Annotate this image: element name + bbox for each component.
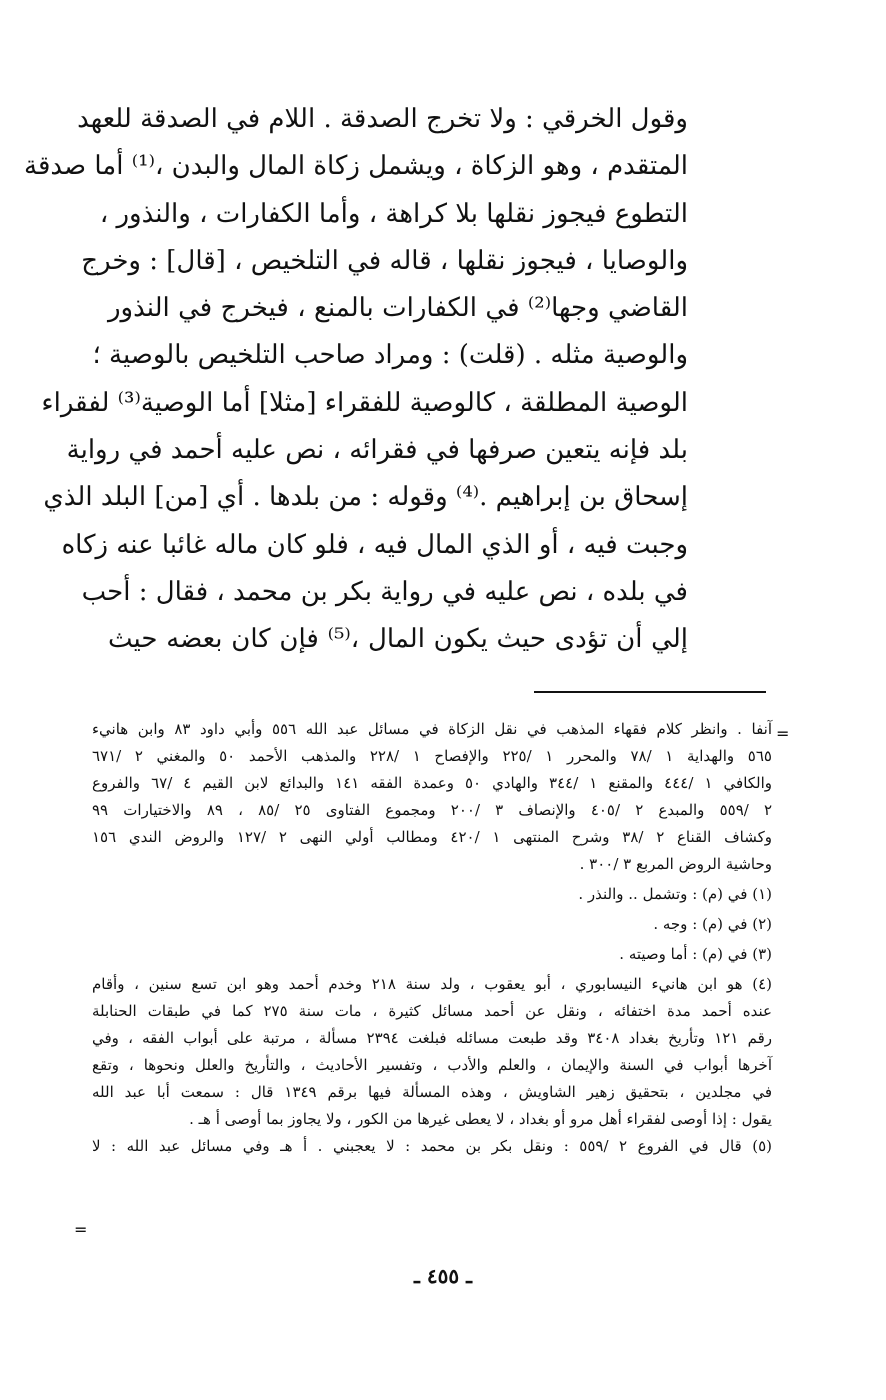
main-text-line: والوصايا ، فيجوز نقلها ، قاله في التلخيص ، [قال] : وخرج bbox=[81, 245, 688, 276]
footnote-4-line: عنده أحمد مدة اختفائه ، ونقل عن أحمد مسائل كثيرة ، مات سنة ٢٧٥ كما في طبقات الحنابلة bbox=[92, 1002, 772, 1020]
footnotes-block bbox=[92, 716, 772, 1160]
footnote-continuation-line: والكافي ١ /٤٤٤ والمقنع ١ /٣٤٤ والهادي ٥٠ وعمدة الفقه ١٤١ والبدائع لابن القيم ٤ /٦٧ والفروع bbox=[92, 774, 773, 792]
main-text-line: التطوع فيجوز نقلها بلا كراهة ، وأما الكفارات ، والنذور ، bbox=[99, 198, 688, 229]
main-text-line: المتقدم ، وهو الزكاة ، ويشمل زكاة المال والبدن ،⁽¹⁾ أما صدقة bbox=[24, 151, 688, 182]
footnote-2: (٢) في (م) : وجه . bbox=[653, 915, 772, 933]
page-number: ـ ٤٥٥ ـ bbox=[414, 1264, 472, 1288]
footnote-4-line: آخرها أبواب في السنة والإيمان ، والعلم والأدب ، وتفسير الأحاديث ، والتأريخ والعلل ونحوها ، وتقع bbox=[92, 1056, 772, 1074]
footnote-continuation-line: آنفا . وانظر كلام فقهاء المذهب في نقل الزكاة في مسائل عبد الله ٥٥٦ وأبي داود ٨٣ وابن هانيء bbox=[92, 720, 772, 738]
continuation-mark-top: = bbox=[776, 724, 790, 743]
footnote-1: (١) في (م) : وتشمل .. والنذر . bbox=[578, 885, 772, 903]
footnote-4-line: يقول : إذا أوصى لفقراء أهل مرو أو بغداد ، لا يعطى غيرها من الكور ، ولا يجاوز بما أوصى أ هـ . bbox=[189, 1110, 772, 1128]
footnote-4-line: في مجلدين ، بتحقيق زهير الشاويش ، وهذه المسألة فيها برقم ١٣٤٩ قال : سمعت أبا عبد الله bbox=[92, 1083, 773, 1101]
main-text-line: وقول الخرقي : ولا تخرج الصدقة . اللام في الصدقة للعهد bbox=[77, 104, 688, 134]
footnote-separator-rule bbox=[534, 691, 766, 693]
continuation-mark-bottom: = bbox=[74, 1220, 88, 1239]
main-text-line: إلي أن تؤدى حيث يكون المال ،⁽⁵⁾ فإن كان بعضه حيث bbox=[108, 624, 689, 655]
main-text-body bbox=[24, 96, 689, 664]
footnote-continuation-line: ٢ /٥٥٩ والمبدع ٢ /٤٠٥ والإنصاف ٣ /٢٠٠ ومجموع الفتاوى ٢٥ /٨٥ ، ٨٩ والاختيارات ٩٩ bbox=[92, 801, 773, 819]
footnote-continuation-line: ٥٦٥ والهداية ١ /٧٨ والمحرر ١ /٢٢٥ والإفصاح ١ /٢٢٨ والمذهب الأحمد ٥٠ والمغني ٢ /٦٧١ bbox=[92, 747, 772, 765]
footnote-5: (٥) قال في الفروع ٢ /٥٥٩ : ونقل بكر بن محمد : لا يعجبني . أ هـ وفي مسائل عبد الله : لا bbox=[92, 1137, 772, 1155]
footnote-continuation-line: وحاشية الروض المربع ٣ /٣٠٠ . bbox=[579, 855, 772, 873]
main-text-line: الوصية المطلقة ، كالوصية للفقراء [مثلا] أما الوصية⁽³⁾ لفقراء bbox=[41, 387, 688, 418]
footnote-4-line: (٤) هو ابن هانيء النيسابوري ، أبو يعقوب ، ولد سنة ٢١٨ وخدم أحمد وهو ابن تسع سنين ، وأقام bbox=[92, 975, 772, 993]
footnote-3: (٣) في (م) : أما وصيته . bbox=[619, 945, 772, 963]
main-text-line: بلد فإنه يتعين صرفها في فقرائه ، نص عليه أحمد في رواية bbox=[66, 435, 688, 466]
main-text-line: وجبت فيه ، أو الذي المال فيه ، فلو كان ماله غائبا عنه زكاه bbox=[61, 529, 688, 560]
footnote-continuation-line: وكشاف القناع ٢ /٣٨ وشرح المنتهى ١ /٤٢٠ ومطالب أولي النهى ٢ /١٢٧ والروض الندي ١٥٦ bbox=[92, 828, 772, 846]
main-text-line: القاضي وجها⁽²⁾ في الكفارات بالمنع ، فيخرج في النذور bbox=[108, 293, 688, 324]
main-text-line: إسحاق بن إبراهيم .⁽⁴⁾ وقوله : من بلدها . أي [من] البلد الذي bbox=[43, 482, 688, 513]
main-text-line: والوصية مثله . (قلت) : ومراد صاحب التلخيص بالوصية ؛ bbox=[92, 340, 688, 371]
main-text-line: في بلده ، نص عليه في رواية بكر بن محمد ، فقال : أحب bbox=[81, 576, 688, 607]
footnote-4-line: رقم ١٢١ وتأريخ بغداد ٣٤٠٨ وقد طبعت مسائله فبلغت ٢٣٩٤ مسألة ، مرتبة على أبواب الفقه ، وفي bbox=[92, 1029, 773, 1047]
